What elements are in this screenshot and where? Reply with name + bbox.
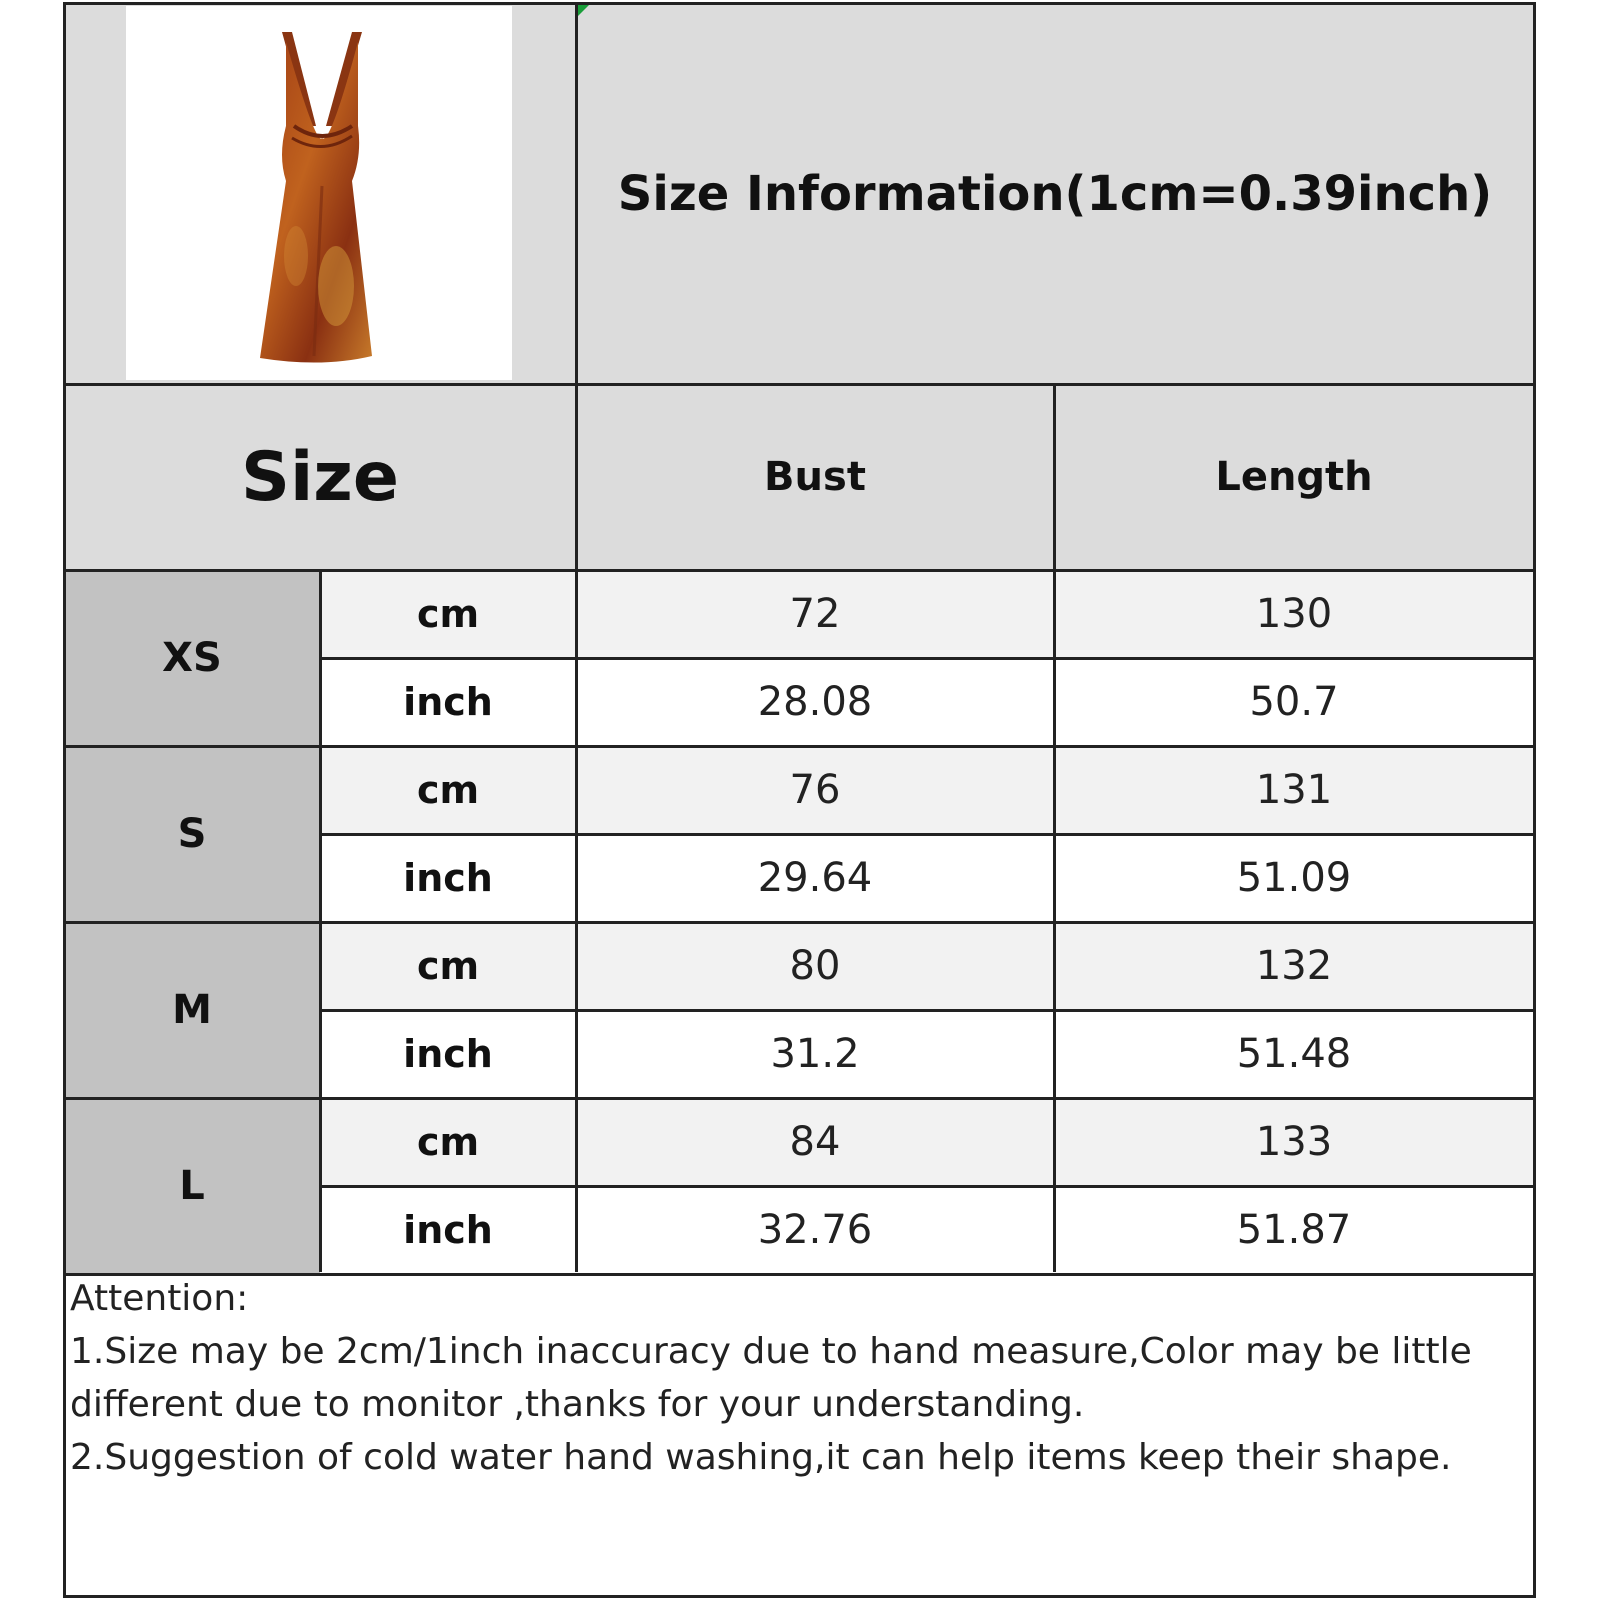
unit-inch-cell-text: inch — [403, 680, 493, 724]
unit-inch-cell-text: inch — [403, 1032, 493, 1076]
length-inch-cell — [1054, 1186, 1534, 1274]
bust-inch-cell — [576, 1010, 1054, 1098]
grid-line — [320, 657, 1534, 660]
bust-inch-cell — [576, 834, 1054, 922]
bust-inch-cell-text: 29.64 — [757, 855, 873, 901]
notes-section — [70, 1272, 1530, 1484]
size-label-cell — [64, 746, 320, 922]
length-inch-cell-text: 51.09 — [1236, 855, 1352, 901]
cell-corner-marker-icon — [576, 4, 592, 20]
length-cm-cell — [1054, 570, 1534, 658]
unit-inch-cell-text: inch — [403, 1208, 493, 1252]
product-image-frame — [126, 6, 512, 380]
unit-cm-cell — [320, 570, 576, 658]
size-label-cell-text: M — [172, 987, 212, 1033]
grid-line — [320, 833, 1534, 836]
length-inch-cell-text: 50.7 — [1249, 679, 1339, 725]
grid-line — [63, 2, 66, 1597]
grid-line — [63, 1097, 1534, 1100]
bust-header: Bust — [576, 384, 1054, 570]
page-title: Size Information(1cm=0.39inch) — [617, 166, 1493, 222]
bust-inch-cell-text: 31.2 — [770, 1031, 860, 1077]
bust-cm-cell — [576, 922, 1054, 1010]
notes-line-1: 1.Size may be 2cm/1inch inaccuracy due to hand measure,Color may be little — [70, 1331, 1472, 1372]
length-cm-cell-text: 130 — [1255, 591, 1333, 637]
length-cm-cell-text: 131 — [1255, 767, 1333, 813]
bust-inch-cell-text: 32.76 — [757, 1207, 873, 1253]
unit-cm-cell-text: cm — [416, 944, 480, 988]
unit-inch-cell-text: inch — [403, 856, 493, 900]
grid-line — [1533, 2, 1536, 1597]
length-cm-cell-text: 132 — [1255, 943, 1333, 989]
grid-line — [575, 2, 578, 1272]
unit-cm-cell-text: cm — [416, 1120, 480, 1164]
unit-inch-cell — [320, 1186, 576, 1274]
grid-line — [63, 745, 1534, 748]
length-inch-cell — [1054, 1010, 1534, 1098]
length-inch-cell — [1054, 834, 1534, 922]
bust-cm-cell — [576, 746, 1054, 834]
bust-cm-cell — [576, 1098, 1054, 1186]
unit-cm-cell — [320, 1098, 576, 1186]
unit-inch-cell — [320, 834, 576, 922]
length-cm-cell — [1054, 922, 1534, 1010]
unit-cm-cell — [320, 922, 576, 1010]
title-cell — [576, 4, 1534, 384]
bust-inch-cell — [576, 658, 1054, 746]
grid-line — [63, 921, 1534, 924]
notes-heading: Attention: — [70, 1278, 249, 1319]
grid-line — [320, 1009, 1534, 1012]
size-label-cell — [64, 922, 320, 1098]
dress-image — [126, 6, 512, 380]
bust-inch-cell — [576, 1186, 1054, 1274]
bust-cm-cell-text: 76 — [789, 767, 841, 813]
size-label-cell-text: XS — [162, 635, 222, 681]
notes-line-3: 2.Suggestion of cold water hand washing,it can help items keep their shape. — [70, 1437, 1452, 1478]
length-cm-cell — [1054, 746, 1534, 834]
length-cm-cell-text: 133 — [1255, 1119, 1333, 1165]
bust-cm-cell-text: 72 — [789, 591, 841, 637]
length-header: Length — [1054, 384, 1534, 570]
grid-line — [63, 2, 1536, 5]
size-label-cell-text: S — [177, 811, 207, 857]
size-label-cell-text: L — [179, 1163, 205, 1209]
unit-cm-cell — [320, 746, 576, 834]
unit-inch-cell — [320, 1010, 576, 1098]
grid-line — [319, 569, 322, 1272]
length-inch-cell — [1054, 658, 1534, 746]
size-label-cell — [64, 1098, 320, 1274]
size-header: Size — [64, 384, 576, 570]
grid-line — [63, 383, 1534, 386]
length-cm-cell — [1054, 1098, 1534, 1186]
unit-cm-cell-text: cm — [416, 768, 480, 812]
notes-line-2: different due to monitor ,thanks for your understanding. — [70, 1384, 1085, 1425]
unit-inch-cell — [320, 658, 576, 746]
bust-cm-cell — [576, 570, 1054, 658]
grid-line — [320, 1185, 1534, 1188]
size-label-cell — [64, 570, 320, 746]
grid-line — [63, 569, 1534, 572]
bust-inch-cell-text: 28.08 — [757, 679, 873, 725]
length-inch-cell-text: 51.87 — [1236, 1207, 1352, 1253]
grid-line — [1053, 383, 1056, 1272]
unit-cm-cell-text: cm — [416, 592, 480, 636]
grid-line — [63, 1595, 1536, 1598]
bust-cm-cell-text: 84 — [789, 1119, 841, 1165]
grid-line — [63, 1273, 1534, 1276]
bust-cm-cell-text: 80 — [789, 943, 841, 989]
length-inch-cell-text: 51.48 — [1236, 1031, 1352, 1077]
